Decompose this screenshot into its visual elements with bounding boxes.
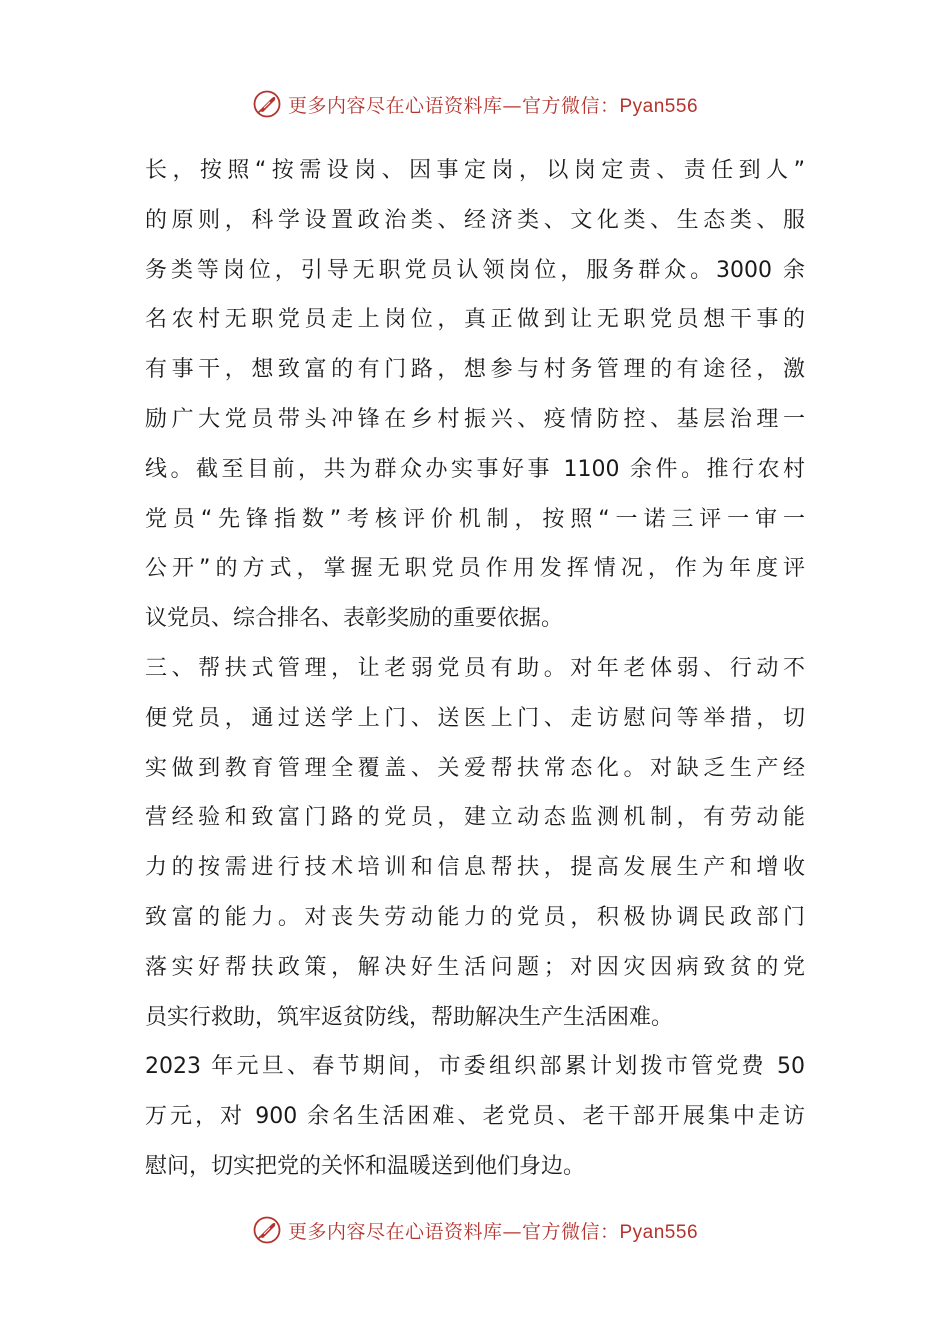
text-line: 员实行救助，筑牢返贫防线，帮助解决生产生活困难。 (145, 1004, 674, 1030)
text-line: 线。截至目前，共为群众办实事好事 1100 余件。推行农村 (145, 456, 805, 482)
document-body (145, 146, 805, 1192)
footer-wechat-id: Pyan556 (619, 1221, 699, 1243)
text-line: 实做到教育管理全覆盖、关爱帮扶常态化。对缺乏生产经 (145, 755, 805, 781)
footer-watermark (0, 1212, 950, 1248)
text-line: 长，按照“按需设岗、因事定岗，以岗定责、责任到人” (145, 158, 805, 183)
header-wechat-id: Pyan556 (619, 95, 699, 117)
text-line: 的原则，科学设置政治类、经济类、文化类、生态类、服 (145, 207, 805, 233)
quill-pen-logo-icon (252, 1215, 282, 1245)
text-line: 党员“先锋指数”考核评价机制，按照“一诺三评一审一 (145, 506, 805, 532)
text-line: 议党员、综合排名、表彰奖励的重要依据。 (145, 606, 564, 632)
text-line: 力的按需进行技术培训和信息帮扶，提高发展生产和增收 (145, 855, 805, 881)
text-line: 营经验和致富门路的党员，建立动态监测机制，有劳动能 (145, 805, 805, 831)
quill-pen-logo-icon (252, 89, 282, 119)
header-watermark (0, 86, 950, 122)
text-line: 有事干，想致富的有门路，想参与村务管理的有途径，激 (145, 357, 805, 383)
text-line: 便党员，通过送学上门、送医上门、走访慰问等举措，切 (145, 705, 805, 731)
text-line: 励广大党员带头冲锋在乡村振兴、疫情防控、基层治理一 (145, 406, 805, 432)
text-line: 万元，对 900 余名生活困难、老党员、老干部开展集中走访 (145, 1104, 805, 1130)
text-line: 致富的能力。对丧失劳动能力的党员，积极协调民政部门 (145, 904, 805, 930)
text-line: 名农村无职党员走上岗位，真正做到让无职党员想干事的 (145, 307, 805, 333)
header-watermark-text: 更多内容尽在心语资料库—官方微信：Pyan556 (287, 94, 699, 117)
text-line: 落实好帮扶政策，解决好生活问题；对因灾因病致贫的党 (145, 954, 805, 980)
text-line: 公开”的方式，掌握无职党员作用发挥情况，作为年度评 (145, 556, 805, 582)
text-line: 慰问，切实把党的关怀和温暖送到他们身边。 (145, 1153, 586, 1179)
text-line: 务类等岗位，引导无职党员认领岗位，服务群众。3000 余 (145, 257, 805, 283)
text-line: 三、帮扶式管理，让老弱党员有助。对年老体弱、行动不 (145, 655, 805, 681)
text-line: 2023 年元旦、春节期间，市委组织部累计划拨市管党费 50 (145, 1054, 805, 1080)
footer-watermark-text: 更多内容尽在心语资料库—官方微信：Pyan556 (287, 1220, 699, 1243)
